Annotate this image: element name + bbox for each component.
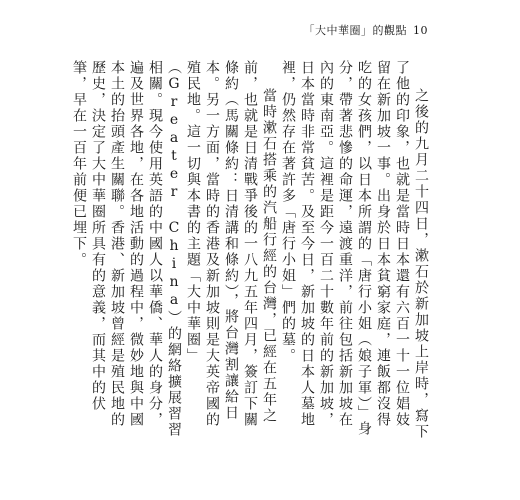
running-header [304, 22, 429, 38]
paragraph-2: 當時漱石搭乘的汽船行經的台灣，已經在五年之前，也就是日清戰爭後的一八九五年四月，簽訂下關條約（馬關條約：日清講和條約），將台灣割讓給日本。另一方面，當時的香港及新加坡則是大英帝國的殖民地。這一切與本書的主題「大中華圈」（Greater China）的網絡擴展習習相關。現今使用英語的中國人以華僑、華人的身分，遍及世界各地，在各地活動的過程中，微妙地與中國本土的抬頭產生關聯。香港、新加坡曾經是殖民地的歷史，決定了大中華圈所具有的意義，而其中的伏筆，早在一百年前便已埋下。 [71, 60, 277, 438]
running-header-title: 「大中華圈」的觀點 [303, 24, 407, 37]
page-number: 10 [413, 24, 428, 37]
paragraph-1: 之後的九月二十四日，漱石於新加坡上岸時，寫下了他的印象，也就是當時日本還有六百一十一位娼妓留在新加坡一事。出身於日本貧窮家庭，連飯都沒得吃的女孩們，以日本所謂的「唐行小姐（娘子軍）」身分，帶著悲慘的命運，遠渡重洋，前往包括新加坡在內的東南亞。這裡是距今一百二十數年前的新加坡，日本當時非常貧苦。及至今日，新加坡的日本人墓地裡，仍然存在著許多「唐行小姐」們的墓。 [280, 60, 429, 440]
body-text [69, 60, 430, 440]
